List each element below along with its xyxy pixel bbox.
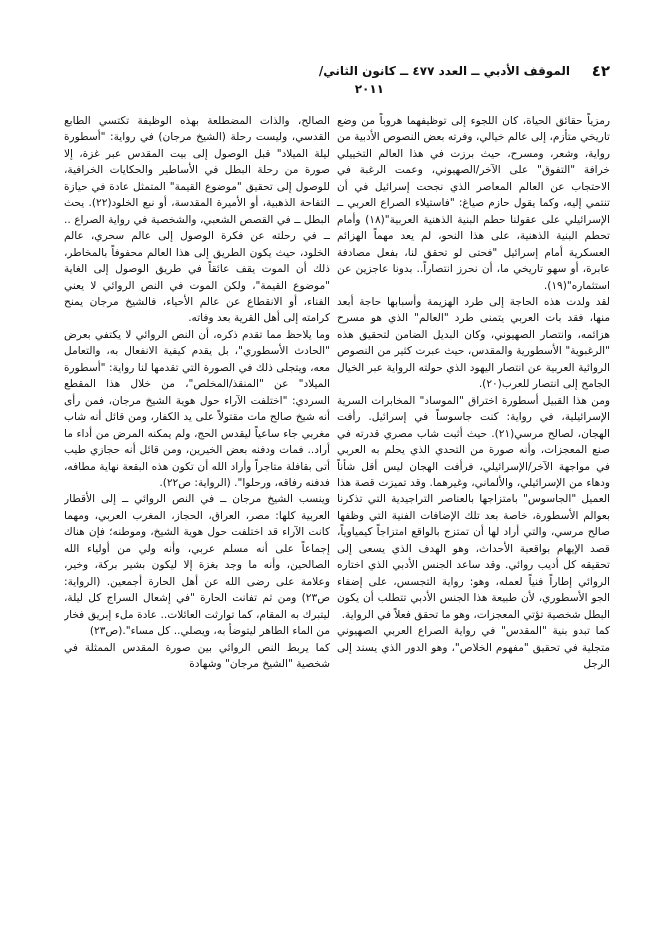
paragraph: الصالح، والذات المضطلعة بهذه الوظيفة تكتسي الطابع القدسي، وليست رحلة (الشيخ مرجان) في رواية: "أسطورة ليلة الميلاد" قبل الوصول إلى بيت المقدس عبر غزة، إلا صورة من رحلة البطل في الأساطير والحكايات الخرافية، للوصول إلى تحقيق "موضوع القيمة" المتمثل عادة في حيازة التفاحة الذهبية، أو الأميرة المقدسة، أو نبع الخلود(٢٢). يحث البطل ــ في القصص الشعبي، والشخصية في رواية الصراع .. ــ في رحلته عن فكرة الوصول إلى عالم سحري، عالم الخلود، حيث يكون الطريق إلى هذا العالم محفوفاً بالمخاطر، ذلك أن الموت يقف عائقاً في طريق الوصول إلى الغاية "موضوع القيمة"، ولكن الموت في النص الروائي لا يعني الفناء، أو الانقطاع عن عالم الأحياء، فالشيخ مرجان يمنح كرامته إلى أهل القرية بعد وفاته. bbox=[64, 115, 330, 325]
paragraph: وينسب الشيخ مرجان ــ في النص الروائي ــ إلى الأقطار العربية كلها: مصر، العراق، الحجاز، المغرب العربي، ومهما كانت الآراء قد اختلفت حول هوية الشيخ، وموطنه؛ فإن هناك إجماعاً على أنه مسلم عربي، وأنه ولي من أولياء الله الصالحين، وأنه ما وجد بغزة إلا ليكون بشير بركة، وخير، وعلامة على رضى الله عن أهل الحارة أجمعين. (الرواية: ص٢٣) ومن ثم تفانت الحارة "في إشعال السراج كل ليلة، ليتبرك به المقام، كما توارثت العائلات.. عادة ملء إبريق فخار من الماء الطاهر ليتوضأ به، ويصلي.. كل مساء".(ص٢٣) bbox=[64, 493, 330, 638]
paragraph: وما يلاحظ مما تقدم ذكره، أن النص الروائي لا يكتفي بعرض "الحادث الأسطوري"، بل يقدم كيفية الانفعال به، والتعامل معه، ويتجلى ذلك في الصورة التي تقدمها لنا رواية: "أسطورة الميلاد" عن "المنقذ/المخلص"، من خلال هذا المقطع السردي: "اختلفت الآراء حول هوية الشيخ مرجان، فمن رأى أنه شيخ صالح مات مقتولاً على يد الكفار، ومن قائل أنه شاب مغربي جاء ساعياً ليقدس الحج، ولم يمكنه المرض من أداء ما أراد.. فمات ودفنه بعض الخيرين، ومن قائل أنه حجازي طيب أتى بقافلة متاجراً وأراد الله أن تكون هذه البقعة نهاية مطافه، فدفنه رفاقه، ورحلوا". (الرواية: ص٢٢). bbox=[64, 328, 330, 489]
page-header bbox=[318, 60, 610, 100]
running-title: الموقف الأدبي ــ العدد ٤٧٧ ــ كانون الثاني/ bbox=[318, 64, 570, 78]
running-year: ٢٠١١ bbox=[354, 82, 384, 96]
left-column bbox=[64, 113, 330, 923]
page-number: ٤٢ bbox=[591, 62, 610, 80]
paragraph: ومن هذا القبيل أسطورة اختراق "الموساد" المخابرات السرية الإسرائيلية، في رواية: كنت جاسوساً في إسرائيل. رأفت الهجان، لصالح مرسي(٢١). حيث أثبت شاب مصري قدرته في صنع المعجزات، وأنه صورة من التحدي الذي يحلم به العربي في مواجهة الآخر/الإسرائيلي، فرأفت الهجان ليس أقل شأناً ودهاء من الإسرائيلي، والألماني، وغيرهما. وقد تميزت قصة هذا العميل "الجاسوس" بامتزاجها بالعناصر التراجيدية التي تذكرنا بعوالم الأسطورة، خاصة بعد تلك الإضافات الفنية التي وظفها صالح مرسي، والتي أراد لها أن تمتزج بالواقع امتزاجاً كيمياوياً، قصد الإيهام بواقعية الأحداث، وهو الهدف الذي يسعى إلى تحقيقه كل أديب روائي. وقد ساعد الجنس الأدبي الذي اختاره الروائي إطاراً فنياً لعمله، وهو: رواية التجسس، على إضفاء الجو الأسطوري، لأن طبيعة هذا الجنس الأدبي تتطلب أن يكون البطل شخصية تؤتي المعجزات، وهو ما تحقق فعلاً في الرواية. bbox=[337, 394, 610, 621]
paragraph: كما تبدو بنية "المقدس" في رواية الصراع العربي الصهيوني متجلية في تحقيق "مفهوم الخلاص"، وهو الدور الذي يسند إلى الرجل bbox=[337, 625, 610, 670]
paragraph: رمزياً حقائق الحياة، كان اللجوء إلى توظيفهما هروباً من وضع تاريخي متأزم، إلى عالم خيالي، وفرته بعض النصوص الأدبية من رواية، وشعر، ومسرح، حيث برزت في هذا العالم التخييلي خرافة "التفوق" على الآخر/الصهيوني، وعمت الرغبة في الاحتجاب عن العالم المعاصر الذي نجحت إسرائيل في أن تنتمي إليه، وكما يقول حازم صياغ: "فاستيلاء الصراع العربي ــ الإسرائيلي على عقولنا حطم البنية الذهنية العربية"(١٨) وأمام تحطم البنية الذهنية، على هذا النحو، لم يعد مهماً الهزائم العسكرية أمام إسرائيل "فحتى لو تحقق لنا، بفعل مصادفة عابرة، أو سهو تاريخي ما، أن نحرز انتصاراً.. بدونا عاجزين عن استثماره"(١٩). bbox=[337, 115, 610, 292]
paragraph: كما يربط النص الروائي بين صورة المقدس الممثلة في شخصية "الشيخ مرجان" وشهادة bbox=[64, 641, 330, 670]
right-column bbox=[337, 113, 610, 923]
paragraph: لقد ولدت هذه الحاجة إلى طرد الهزيمة وأسبابها حاجة أبعد منها، فقد بات العربي يتمنى طرد "العالم" الذي هو مسرح هزائمه، وانتصار الصهيوني، وكان البديل الضامن لتحقيق هذه "الرغبوية" الأسطورية والمقدس، حيث عبرت كثير من النصوص الروائية العربية عن انتصار اليهود الذي حولته الرواية عبر الخيال الجامح إلى انتصار للعرب(٢٠). bbox=[337, 295, 610, 391]
